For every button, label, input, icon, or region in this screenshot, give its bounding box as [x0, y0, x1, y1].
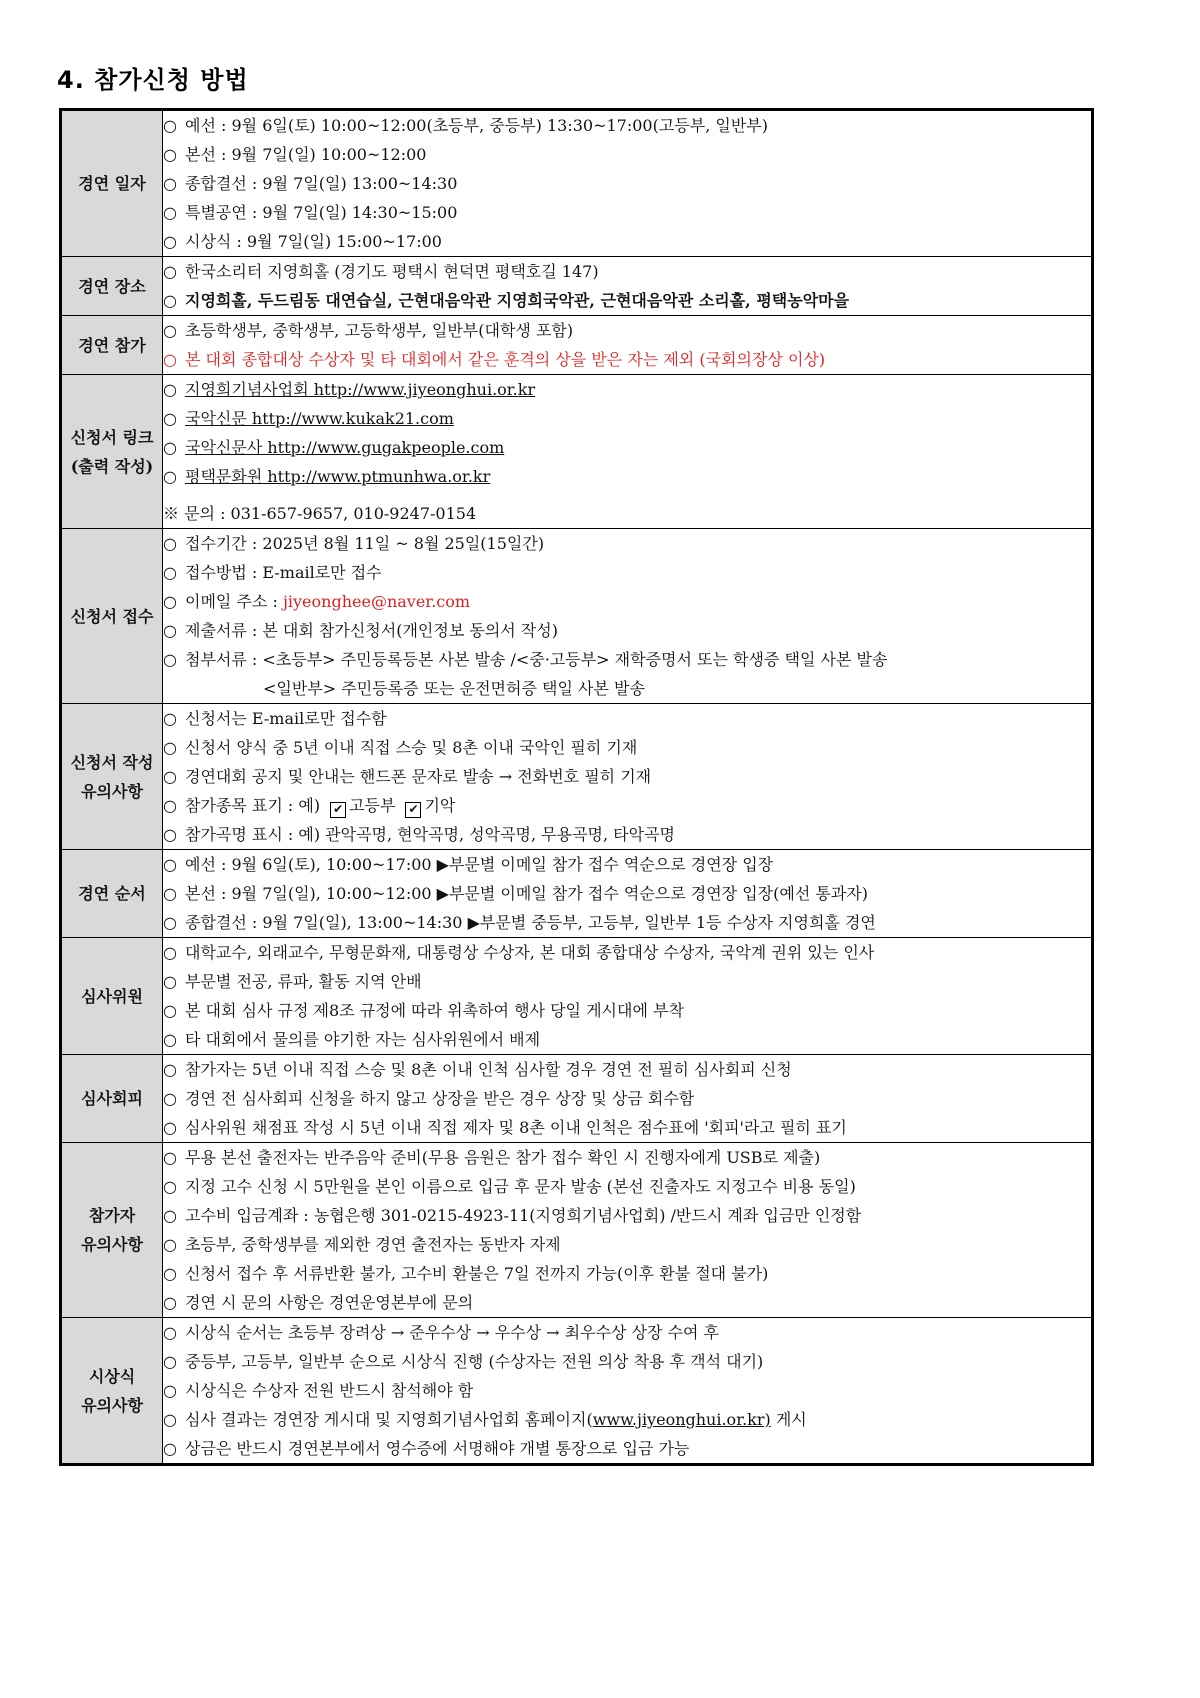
checkbox-checked-icon: ✔ [405, 802, 421, 818]
email-address-link[interactable]: jiyeonghee@naver.com [282, 592, 471, 611]
item-text: 심사 결과는 경연장 게시대 및 지영희기념사업회 홈페이지( [185, 1410, 593, 1429]
section-title: 4. 참가신청 방법 [57, 66, 249, 94]
website-link[interactable]: 국악신문사 http://www.gugakpeople.com [185, 438, 505, 457]
item-text: 접수기간 : 2025년 8월 11일 ~ 8월 25일(15일간) [185, 534, 545, 553]
list-item [163, 1025, 1091, 1054]
checkbox-checked-icon: ✔ [330, 802, 346, 818]
table-row [61, 1055, 1093, 1143]
item-text: 경연 전 심사회피 신청을 하지 않고 상장을 받은 경우 상장 및 상금 회수함 [185, 1089, 695, 1108]
bullet-icon: ○ [163, 972, 177, 991]
row-label [61, 704, 163, 850]
bullet-icon: ○ [163, 232, 177, 251]
item-text: 이메일 주소 : [185, 592, 283, 611]
list-item [163, 791, 1091, 820]
bullet-icon: ○ [163, 1060, 177, 1079]
item-text: 고수비 입금계좌 : 농협은행 301-0215-4923-11(지영희기념사업회) /반드시 계좌 입금만 인정함 [185, 1206, 862, 1225]
item-text: 종합결선 : 9월 7일(일), 13:00~14:30 ▶부문별 중등부, 고등부, 일반부 1등 수상자 지영희홀 경연 [185, 913, 876, 932]
item-text: 신청서 양식 중 5년 이내 직접 스승 및 8촌 이내 국악인 필히 기재 [185, 738, 638, 757]
bullet-icon: ○ [163, 116, 177, 135]
bullet-icon: ○ [163, 409, 177, 428]
row-content [163, 850, 1093, 938]
row-label [61, 375, 163, 529]
item-text: 종합결선 : 9월 7일(일) 13:00~14:30 [185, 174, 458, 193]
row-label-text: 신청서 작성 [70, 752, 154, 772]
table-row [61, 257, 1093, 316]
row-label-text: 시상식 [88, 1366, 136, 1386]
bullet-icon: ○ [163, 1381, 177, 1400]
website-link[interactable]: 지영희기념사업회 http://www.jiyeonghui.or.kr [185, 380, 536, 399]
bullet-icon: ○ [163, 650, 177, 669]
bullet-icon: ○ [163, 380, 177, 399]
item-text: 예선 : 9월 6일(토) 10:00~12:00(초등부, 중등부) 13:30~17:00(고등부, 일반부) [185, 116, 768, 135]
bullet-icon: ○ [163, 1001, 177, 1020]
list-item [163, 375, 1091, 404]
row-label-text: 경연 순서 [78, 884, 146, 903]
list-item [163, 996, 1091, 1025]
list-item [163, 1405, 1091, 1434]
bullet-icon: ○ [163, 1148, 177, 1167]
bullet-icon: ○ [163, 1352, 177, 1371]
bullet-icon: ○ [163, 534, 177, 553]
list-item [163, 967, 1091, 996]
table-row [61, 316, 1093, 375]
list-item [163, 1201, 1091, 1230]
list-item [163, 111, 1091, 140]
row-label [61, 316, 163, 375]
row-label-text: 심사회피 [81, 1089, 143, 1108]
bullet-icon: ○ [163, 1030, 177, 1049]
row-content [163, 529, 1093, 704]
website-link[interactable]: 국악신문 http://www.kukak21.com [185, 409, 454, 428]
list-item [163, 345, 1091, 374]
list-item [163, 1230, 1091, 1259]
table-body [61, 110, 1093, 1465]
list-item [163, 316, 1091, 345]
bullet-icon: ○ [163, 350, 177, 369]
list-item [163, 762, 1091, 791]
contact-note: ※ 문의 : 031-657-9657, 010-9247-0154 [163, 504, 477, 523]
item-text: 특별공연 : 9월 7일(일) 14:30~15:00 [185, 203, 458, 222]
list-item [163, 645, 1091, 674]
item-text: 경연 시 문의 사항은 경연운영본부에 문의 [185, 1293, 474, 1312]
item-text: 무용 본선 출전자는 반주음악 준비(무용 음원은 참가 접수 확인 시 진행자에게 USB로 제출) [185, 1148, 821, 1167]
row-content [163, 316, 1093, 375]
row-label-text: 경연 장소 [78, 276, 146, 296]
list-item [163, 938, 1091, 967]
checkbox-label: 고등부 [349, 796, 396, 815]
item-text: 경연대회 공지 및 안내는 핸드폰 문자로 발송 → 전화번호 필히 기재 [185, 767, 652, 786]
list-item [163, 733, 1091, 762]
list-item [163, 587, 1091, 616]
list-item [163, 1143, 1091, 1172]
row-label-text: 심사위원 [81, 986, 143, 1006]
bullet-icon: ○ [163, 943, 177, 962]
table-row [61, 938, 1093, 1055]
item-text: 부문별 전공, 류파, 활동 지역 안배 [185, 972, 422, 991]
website-link[interactable]: 평택문화원 http://www.ptmunhwa.or.kr [185, 467, 491, 486]
row-label-text-second: 유의사항 [81, 1235, 143, 1254]
bullet-icon: ○ [163, 825, 177, 844]
bullet-icon: ○ [163, 1439, 177, 1458]
checkbox-label: 기악 [424, 796, 456, 815]
list-item [163, 227, 1091, 256]
bullet-icon: ○ [163, 563, 177, 582]
list-item [163, 820, 1091, 849]
item-text: 시상식 순서는 초등부 장려상 → 준우수상 → 우수상 → 최우수상 상장 수여 후 [185, 1323, 720, 1342]
item-text: 본선 : 9월 7일(일) 10:00~12:00 [185, 145, 427, 164]
row-content [163, 110, 1093, 257]
list-item [163, 616, 1091, 645]
table-row [61, 1318, 1093, 1465]
item-text: 지정 고수 신청 시 5만원을 본인 이름으로 입금 후 문자 발송 (본선 진출자도 지정고수 비용 동일) [185, 1177, 856, 1196]
bullet-icon: ○ [163, 592, 177, 611]
list-item [163, 1347, 1091, 1376]
table-row [61, 704, 1093, 850]
item-text: 초등부, 중학생부를 제외한 경연 출전자는 동반자 자제 [185, 1235, 561, 1254]
item-text: 중등부, 고등부, 일반부 순으로 시상식 진행 (수상자는 전원 의상 착용 후 객석 대기) [185, 1352, 764, 1371]
item-text: 대학교수, 외래교수, 무형문화재, 대통령상 수상자, 본 대회 종합대상 수상자, 국악계 권위 있는 인사 [185, 943, 875, 962]
bullet-icon: ○ [163, 1235, 177, 1254]
item-text: 신청서 접수 후 서류반환 불가, 고수비 환불은 7일 전까지 가능(이후 환불 절대 불가) [185, 1264, 769, 1283]
bullet-icon: ○ [163, 796, 177, 815]
item-text: 시상식은 수상자 전원 반드시 참석해야 함 [185, 1381, 474, 1400]
row-content [163, 1055, 1093, 1143]
list-item [163, 462, 1091, 491]
row-label [61, 1055, 163, 1143]
bullet-icon: ○ [163, 1323, 177, 1342]
row-content [163, 1143, 1093, 1318]
row-label [61, 1318, 163, 1465]
list-item [163, 1172, 1091, 1201]
table-row [61, 375, 1093, 529]
row-label-text: 경연 참가 [78, 335, 146, 355]
item-text: 첨부서류 : <초등부> 주민등록등본 사본 발송 /<중·고등부> 재학증명서 또는 학생증 택일 사본 발송 [185, 650, 888, 669]
row-label [61, 529, 163, 704]
row-label [61, 110, 163, 257]
bullet-icon: ○ [163, 1264, 177, 1283]
bullet-icon: ○ [163, 1177, 177, 1196]
item-text: 심사위원 채점표 작성 시 5년 이내 직접 제자 및 8촌 이내 인척은 점수표에 '회피'라고 필히 표기 [185, 1118, 847, 1137]
list-item [163, 1113, 1091, 1142]
table-row [61, 529, 1093, 704]
row-content [163, 938, 1093, 1055]
bullet-icon: ○ [163, 321, 177, 340]
application-info-table [59, 108, 1094, 1466]
item-text: 타 대회에서 물의를 야기한 자는 심사위원에서 배제 [185, 1030, 541, 1049]
list-item [163, 908, 1091, 937]
list-item [163, 140, 1091, 169]
bullet-icon: ○ [163, 438, 177, 457]
row-label [61, 938, 163, 1055]
bullet-icon: ○ [163, 145, 177, 164]
table-row [61, 850, 1093, 938]
bullet-icon: ○ [163, 1118, 177, 1137]
row-label-text-second: 유의사항 [81, 1395, 143, 1415]
item-text: 본 대회 심사 규정 제8조 규정에 따라 위촉하여 행사 당일 게시대에 부착 [185, 1001, 684, 1020]
row-label [61, 257, 163, 316]
list-item [163, 1055, 1091, 1084]
item-text: 상금은 반드시 경연본부에서 영수증에 서명해야 개별 통장으로 입금 가능 [185, 1439, 690, 1458]
list-item [163, 529, 1091, 558]
list-item [163, 1318, 1091, 1347]
list-item [163, 198, 1091, 227]
list-item [163, 169, 1091, 198]
list-item [163, 704, 1091, 733]
bullet-icon: ○ [163, 203, 177, 222]
row-content [163, 1318, 1093, 1465]
list-item [163, 1259, 1091, 1288]
list-item [163, 404, 1091, 433]
table-row [61, 1143, 1093, 1318]
list-item [163, 433, 1091, 462]
item-text: 접수방법 : E-mail로만 접수 [185, 563, 382, 582]
item-text-tail: 게시 [770, 1410, 807, 1429]
homepage-link[interactable]: www.jiyeonghui.or.kr) [592, 1410, 771, 1429]
item-text: <일반부> 주민등록증 또는 운전면허증 택일 사본 발송 [263, 679, 645, 698]
row-label [61, 1143, 163, 1318]
item-text: 초등학생부, 중학생부, 고등학생부, 일반부(대학생 포함) [185, 321, 574, 340]
item-text: 참가종목 표기 : 예) [185, 796, 321, 815]
row-label-text-second: (출력 작성) [70, 456, 154, 476]
row-label-text: 경연 일자 [78, 174, 146, 193]
list-item [163, 257, 1091, 286]
bullet-icon: ○ [163, 1410, 177, 1429]
bullet-icon: ○ [163, 467, 177, 486]
bullet-icon: ○ [163, 1089, 177, 1108]
bullet-icon: ○ [163, 291, 177, 310]
item-text: 시상식 : 9월 7일(일) 15:00~17:00 [185, 232, 442, 251]
row-content [163, 257, 1093, 316]
list-item [163, 850, 1091, 879]
bullet-icon: ○ [163, 767, 177, 786]
bullet-icon: ○ [163, 621, 177, 640]
item-text: 제출서류 : 본 대회 참가신청서(개인정보 동의서 작성) [185, 621, 558, 640]
item-text: 참가자는 5년 이내 직접 스승 및 8촌 이내 인척 심사할 경우 경연 전 필히 심사회피 신청 [185, 1060, 792, 1079]
row-label-text: 참가자 [88, 1206, 136, 1225]
item-text: 본 대회 종합대상 수상자 및 타 대회에서 같은 훈격의 상을 받은 자는 제외 (국회의장상 이상) [185, 350, 826, 369]
bullet-icon: ○ [163, 913, 177, 932]
row-content [163, 375, 1093, 529]
row-label-text: 신청서 링크 [70, 427, 154, 447]
row-content [163, 704, 1093, 850]
row-label [61, 850, 163, 938]
bullet-icon: ○ [163, 884, 177, 903]
bullet-icon: ○ [163, 1206, 177, 1225]
bullet-icon: ○ [163, 709, 177, 728]
list-item [163, 879, 1091, 908]
row-label-text: 신청서 접수 [70, 606, 154, 626]
bullet-icon: ○ [163, 262, 177, 281]
list-item [163, 1434, 1091, 1463]
item-text: 본선 : 9월 7일(일), 10:00~12:00 ▶부문별 이메일 참가 접수 역순으로 경연장 입장(예선 통과자) [185, 884, 868, 903]
bullet-icon: ○ [163, 1293, 177, 1312]
item-text: 예선 : 9월 6일(토), 10:00~17:00 ▶부문별 이메일 참가 접수 역순으로 경연장 입장 [185, 855, 774, 874]
list-item [163, 674, 1091, 703]
item-text: 신청서는 E-mail로만 접수함 [185, 709, 387, 728]
row-label-text-second: 유의사항 [81, 781, 143, 801]
bullet-icon: ○ [163, 738, 177, 757]
list-item [163, 1084, 1091, 1113]
list-item [163, 558, 1091, 587]
item-text: 한국소리터 지영희홀 (경기도 평택시 현덕면 평택호길 147) [185, 262, 599, 281]
list-item [163, 286, 1091, 315]
list-item [163, 1288, 1091, 1317]
item-text: 참가곡명 표시 : 예) 관악곡명, 현악곡명, 성악곡명, 무용곡명, 타악곡명 [185, 825, 675, 844]
item-text: 지영희홀, 두드림동 대연습실, 근현대음악관 지영희국악관, 근현대음악관 소리홀, 평택농악마을 [185, 291, 850, 310]
list-item [163, 1376, 1091, 1405]
bullet-icon: ○ [163, 174, 177, 193]
bullet-icon: ○ [163, 855, 177, 874]
table-row [61, 110, 1093, 257]
